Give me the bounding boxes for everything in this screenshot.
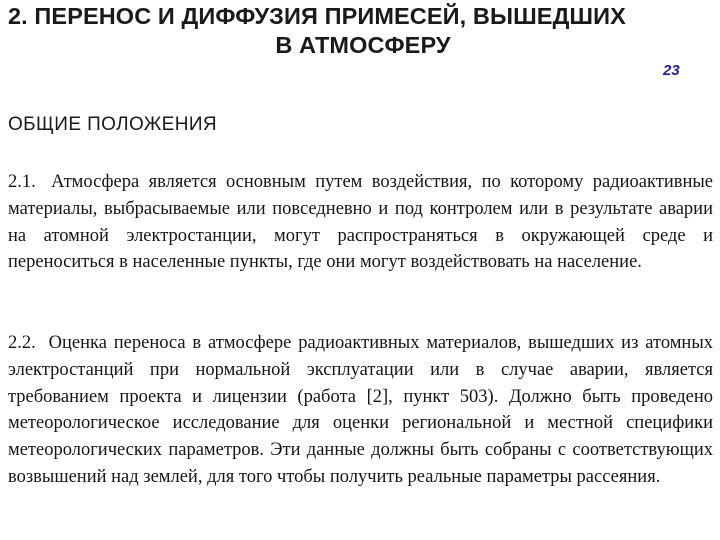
page-number: 23 xyxy=(663,62,680,79)
section-heading: ОБЩИЕ ПОЛОЖЕНИЯ xyxy=(8,114,218,135)
title-line-2: В АТМОСФЕРУ xyxy=(275,32,451,58)
paragraph-text: Оценка переноса в атмосфере радиоактивных материалов, вышедших из атомных электростанций при нормальной эксплуатации или в случае аварии, является требованием проекта и лицензии (работа [2], пункт 503). Должно быть проведено метеорологическое исследование для оценки региональной и местной специфики метеорологических параметров. Эти данные должны быть собраны с соответствующих возвышений над землей, для того чтобы получить реальные параметры рассеяния. xyxy=(8,333,713,487)
paragraph-2-1 xyxy=(8,169,713,276)
paragraph-number: 2.2. xyxy=(8,333,36,353)
title-line-1: 2. ПЕРЕНОС И ДИФФУЗИЯ ПРИМЕСЕЙ, ВЫШЕДШИХ xyxy=(8,3,626,29)
page-title xyxy=(6,2,720,60)
paragraph-text: Атмосфера является основным путем воздействия, по которому радиоактивные материалы, выбрасываемые или повседневно и под контролем или в результате аварии на атомной электростанции, могут распространяться в окружающей среде и переноситься в населенные пункты, где они могут воздействовать на население. xyxy=(8,172,714,273)
paragraph-number: 2.1. xyxy=(8,172,36,192)
paragraph-2-2 xyxy=(8,330,713,491)
